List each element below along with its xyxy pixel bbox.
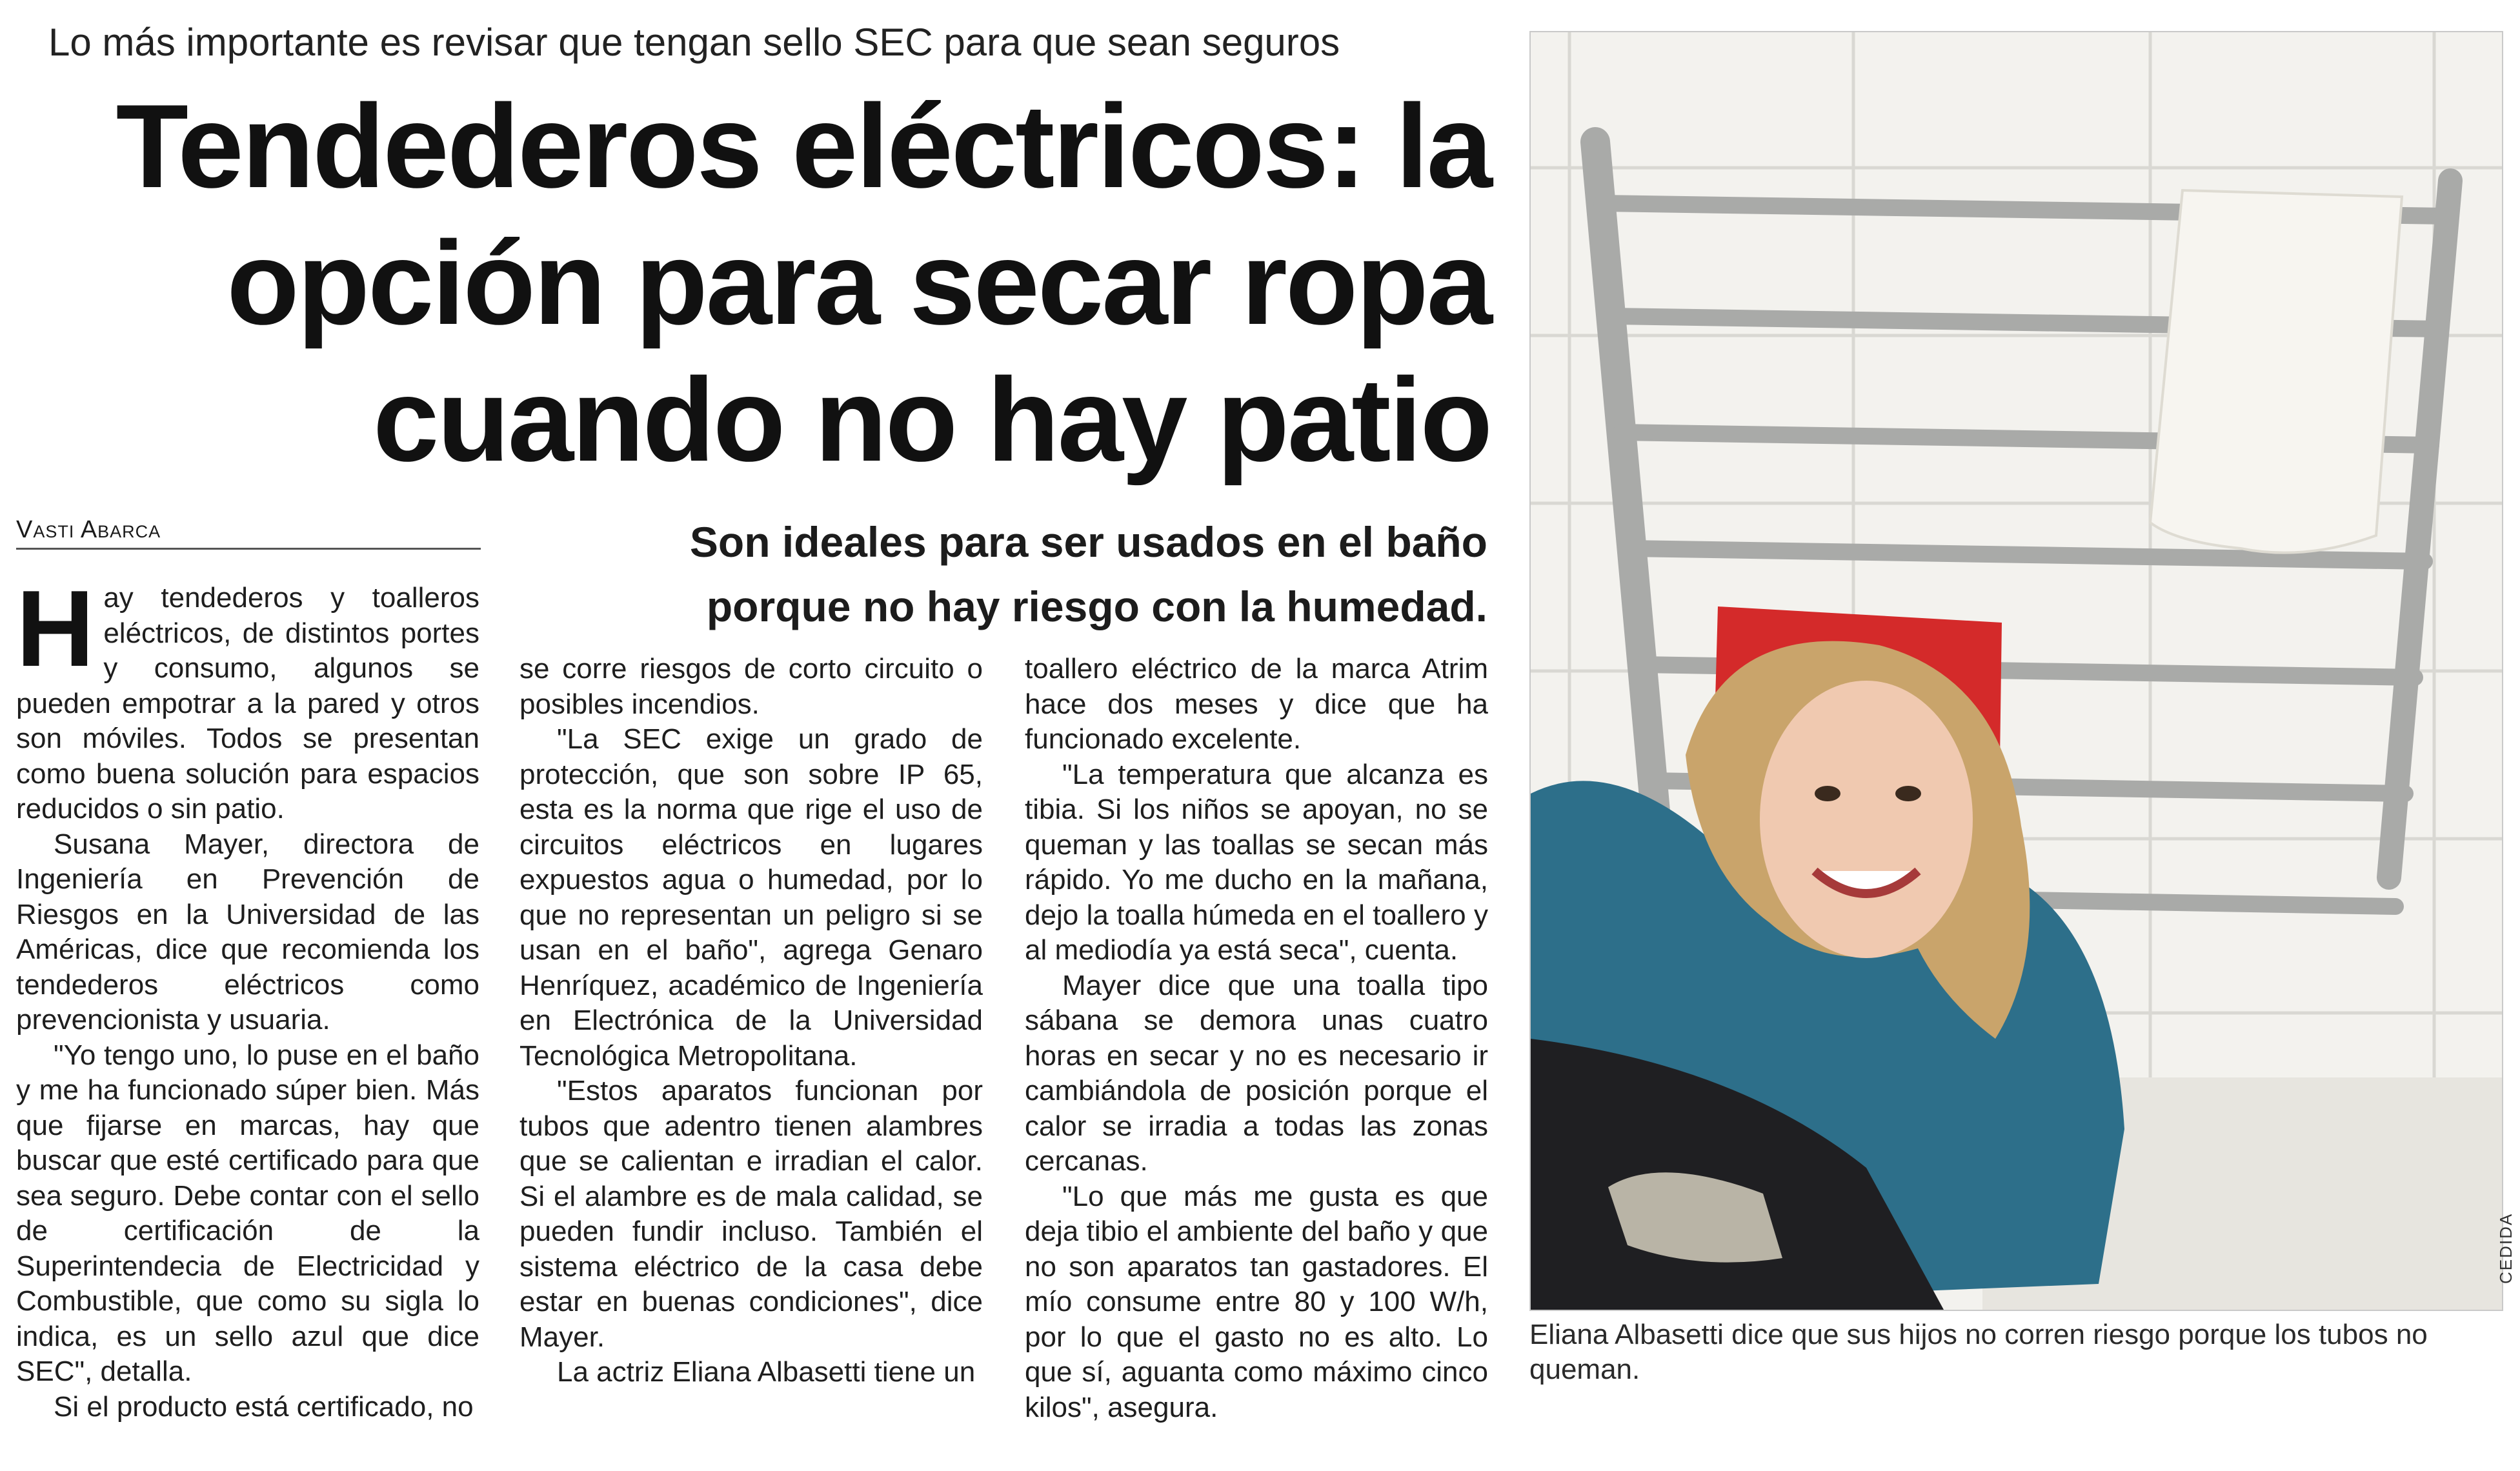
paragraph: se corre riesgos de corto circuito o posibles incendios. bbox=[519, 653, 983, 720]
eye-right bbox=[1895, 786, 1921, 801]
eye-left bbox=[1815, 786, 1840, 801]
body-column-3 bbox=[1025, 652, 1488, 1471]
paragraph bbox=[16, 568, 479, 827]
article-photo bbox=[1529, 31, 2503, 1311]
drop-cap: H bbox=[16, 568, 95, 689]
body-column-2 bbox=[519, 652, 983, 1471]
paragraph: "Lo que más me gusta es que deja tibio el ambiente del baño y que no son aparatos tan gastadores. El mío consume entre 80 y 100 W/h, por lo que el gasto no es alto. Lo que sí, aguanta como máximo cinco kilos", asegura. bbox=[1025, 1180, 1488, 1423]
face bbox=[1760, 681, 1973, 958]
body-column-1 bbox=[16, 568, 479, 1423]
paragraph: Si el producto está certificado, no bbox=[54, 1390, 474, 1423]
paragraph: Mayer dice que una toalla tipo sábana se demora unas cuatro horas en secar y no es necesario ir cambiándola de posición porque el calor se irradia a todas las zonas cercanas. bbox=[1025, 969, 1488, 1177]
headline-line-1: Tendederos eléctricos: la bbox=[116, 79, 1491, 212]
paragraph: toallero eléctrico de la marca Atrim hace dos meses y dice que ha funcionado excelente. bbox=[1025, 653, 1488, 755]
kicker: Lo más importante es revisar que tengan sello SEC para que sean seguros bbox=[48, 21, 1340, 64]
paragraph: "La temperatura que alcanza es tibia. Si los niños se apoyan, no se queman y las toallas se secan más rápido. Yo me ducho en la mañana, dejo la toalla húmeda en el toallero y al mediodía ya está seca", cuenta. bbox=[1025, 758, 1488, 966]
byline: Vasti Abarca bbox=[16, 516, 481, 550]
paragraph-text: ay tendederos y toalleros eléctricos, de distintos portes y consumo, algunos se pueden empotrar a la pared y otros son móviles. Todos se presentan como buena solución para espacios reducidos o sin patio. bbox=[16, 582, 479, 825]
paragraph: La actriz Eliana Albasetti tiene un bbox=[557, 1356, 976, 1388]
paragraph: "La SEC exige un grado de protección, que son sobre IP 65, esta es la norma que rige el uso de circuitos eléctricos en lugares expuestos agua o humedad, por lo que no representan un peligro si se usan en el baño", agrega Genaro Henríquez, académico de Ingeniería en Electrónica de la Universidad Tecnológica Metropolitana. bbox=[519, 723, 983, 1072]
photo-illustration bbox=[1531, 32, 2502, 1310]
paragraph: "Yo tengo uno, lo puse en el baño y me ha funcionado súper bien. Más que fijarse en marcas, hay que buscar que esté certificado para que sea seguro. Debe contar con el sello de certificación de la Superintendecia de Electricidad y Combustible, que como su sigla lo indica, es un sello azul que dice SEC", detalla. bbox=[16, 1039, 479, 1387]
subhead bbox=[516, 510, 1487, 639]
photo-credit: CEDIDA bbox=[2496, 1212, 2515, 1284]
photo-caption: Eliana Albasetti dice que sus hijos no corren riesgo porque los tubos no queman. bbox=[1529, 1319, 2428, 1385]
subhead-line-1: Son ideales para ser usados en el baño bbox=[689, 518, 1487, 566]
paragraph: Susana Mayer, directora de Ingeniería en Prevención de Riesgos en la Universidad de las Américas, dice que recomienda los tendederos eléctricos como prevencionista y usuaria. bbox=[16, 828, 479, 1036]
subhead-line-2: porque no hay riesgo con la humedad. bbox=[706, 583, 1487, 630]
headline-line-3: cuando no hay patio bbox=[373, 353, 1491, 486]
headline bbox=[84, 77, 1491, 488]
headline-line-2: opción para secar ropa bbox=[227, 216, 1491, 349]
white-towel bbox=[2150, 190, 2402, 553]
paragraph: "Estos aparatos funcionan por tubos que adentro tienen alambres que se calientan e irradian el calor. Si el alambre es de mala calidad, se pueden fundir incluso. También el sistema eléctrico de la casa debe estar en buenas condiciones", dice Mayer. bbox=[519, 1075, 983, 1353]
